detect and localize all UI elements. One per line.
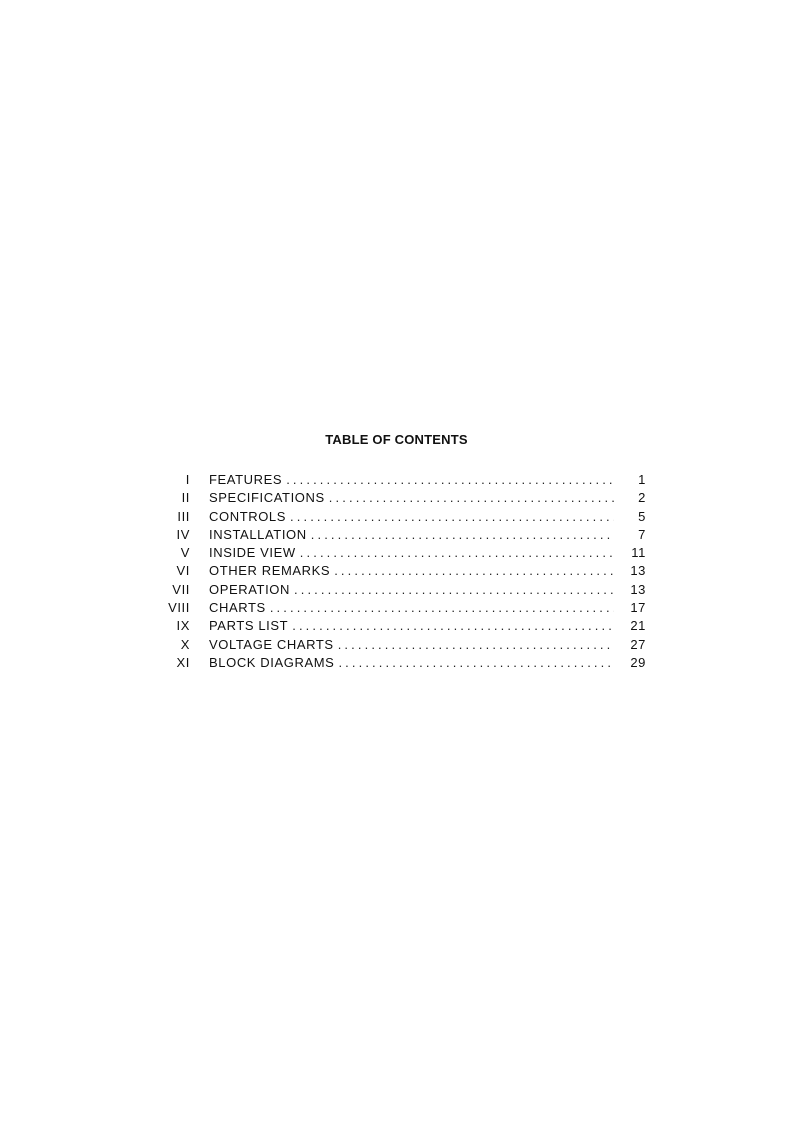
toc-leader-dots xyxy=(338,655,614,670)
toc-entry-page: 17 xyxy=(630,600,646,616)
toc-leader-dots xyxy=(292,618,614,633)
toc-entry-label: FEATURES xyxy=(209,472,283,487)
toc-entry xyxy=(150,472,650,490)
toc-entry-number: XI xyxy=(176,654,190,670)
toc-entry-page: 2 xyxy=(638,490,646,506)
toc-leader-dots xyxy=(294,582,614,597)
toc-entry xyxy=(150,655,650,673)
toc-entry-page: 11 xyxy=(631,545,646,561)
toc-entry-label: PARTS LIST xyxy=(209,618,289,634)
toc-leader-dots xyxy=(334,563,614,578)
toc-entry-page: 29 xyxy=(630,654,646,670)
toc-entry-number: VI xyxy=(176,563,190,579)
toc-entry-label: CHARTS xyxy=(209,600,266,616)
toc-entry-label: OTHER REMARKS xyxy=(209,563,331,579)
toc-entry xyxy=(150,509,650,527)
toc-entry xyxy=(150,527,650,545)
toc-leader-dots xyxy=(338,637,614,652)
toc-entry-number: VIII xyxy=(168,600,190,616)
toc-entry xyxy=(150,600,650,618)
toc-entry-label: BLOCK DIAGRAMS xyxy=(209,654,335,670)
toc-entry-label: INSIDE VIEW xyxy=(209,545,296,561)
toc-entry-page: 7 xyxy=(638,526,646,542)
toc-entry-page: 27 xyxy=(630,636,646,652)
toc-entry-page: 13 xyxy=(630,581,646,597)
toc-leader-dots xyxy=(329,490,614,505)
toc-entry-number: II xyxy=(181,490,190,506)
toc-entry xyxy=(150,618,650,636)
toc-entry-page: 13 xyxy=(630,563,646,579)
toc-entry-label: VOLTAGE CHARTS xyxy=(209,636,334,652)
toc-entry-number: IX xyxy=(176,618,190,634)
toc-entry-number: IV xyxy=(176,526,190,542)
toc-entry-label: CONTROLS xyxy=(209,508,287,524)
toc-entry xyxy=(150,490,650,508)
toc-entry xyxy=(150,582,650,600)
toc-entry-number: I xyxy=(185,472,190,487)
toc-leader-dots xyxy=(286,472,614,487)
toc-leader-dots xyxy=(270,600,614,615)
toc-entry xyxy=(150,563,650,581)
toc-entry xyxy=(150,545,650,563)
toc-entry-number: X xyxy=(180,636,190,652)
toc-leader-dots xyxy=(300,545,614,560)
toc-entry-page: 21 xyxy=(630,618,646,634)
toc-title: TABLE OF CONTENTS xyxy=(325,432,468,447)
toc-entry-page: 5 xyxy=(638,508,646,524)
toc-entry-number: III xyxy=(177,508,190,524)
toc-entry-label: SPECIFICATIONS xyxy=(209,490,325,506)
toc-entry-number: V xyxy=(180,545,190,561)
toc-list xyxy=(150,472,650,673)
toc-entry-label: OPERATION xyxy=(209,581,291,597)
toc-entry-label: INSTALLATION xyxy=(209,526,307,542)
toc-entry-page: 1 xyxy=(638,472,646,487)
toc-leader-dots xyxy=(311,527,614,542)
toc-leader-dots xyxy=(290,509,614,524)
toc-entry xyxy=(150,637,650,655)
toc-entry-number: VII xyxy=(172,581,190,597)
